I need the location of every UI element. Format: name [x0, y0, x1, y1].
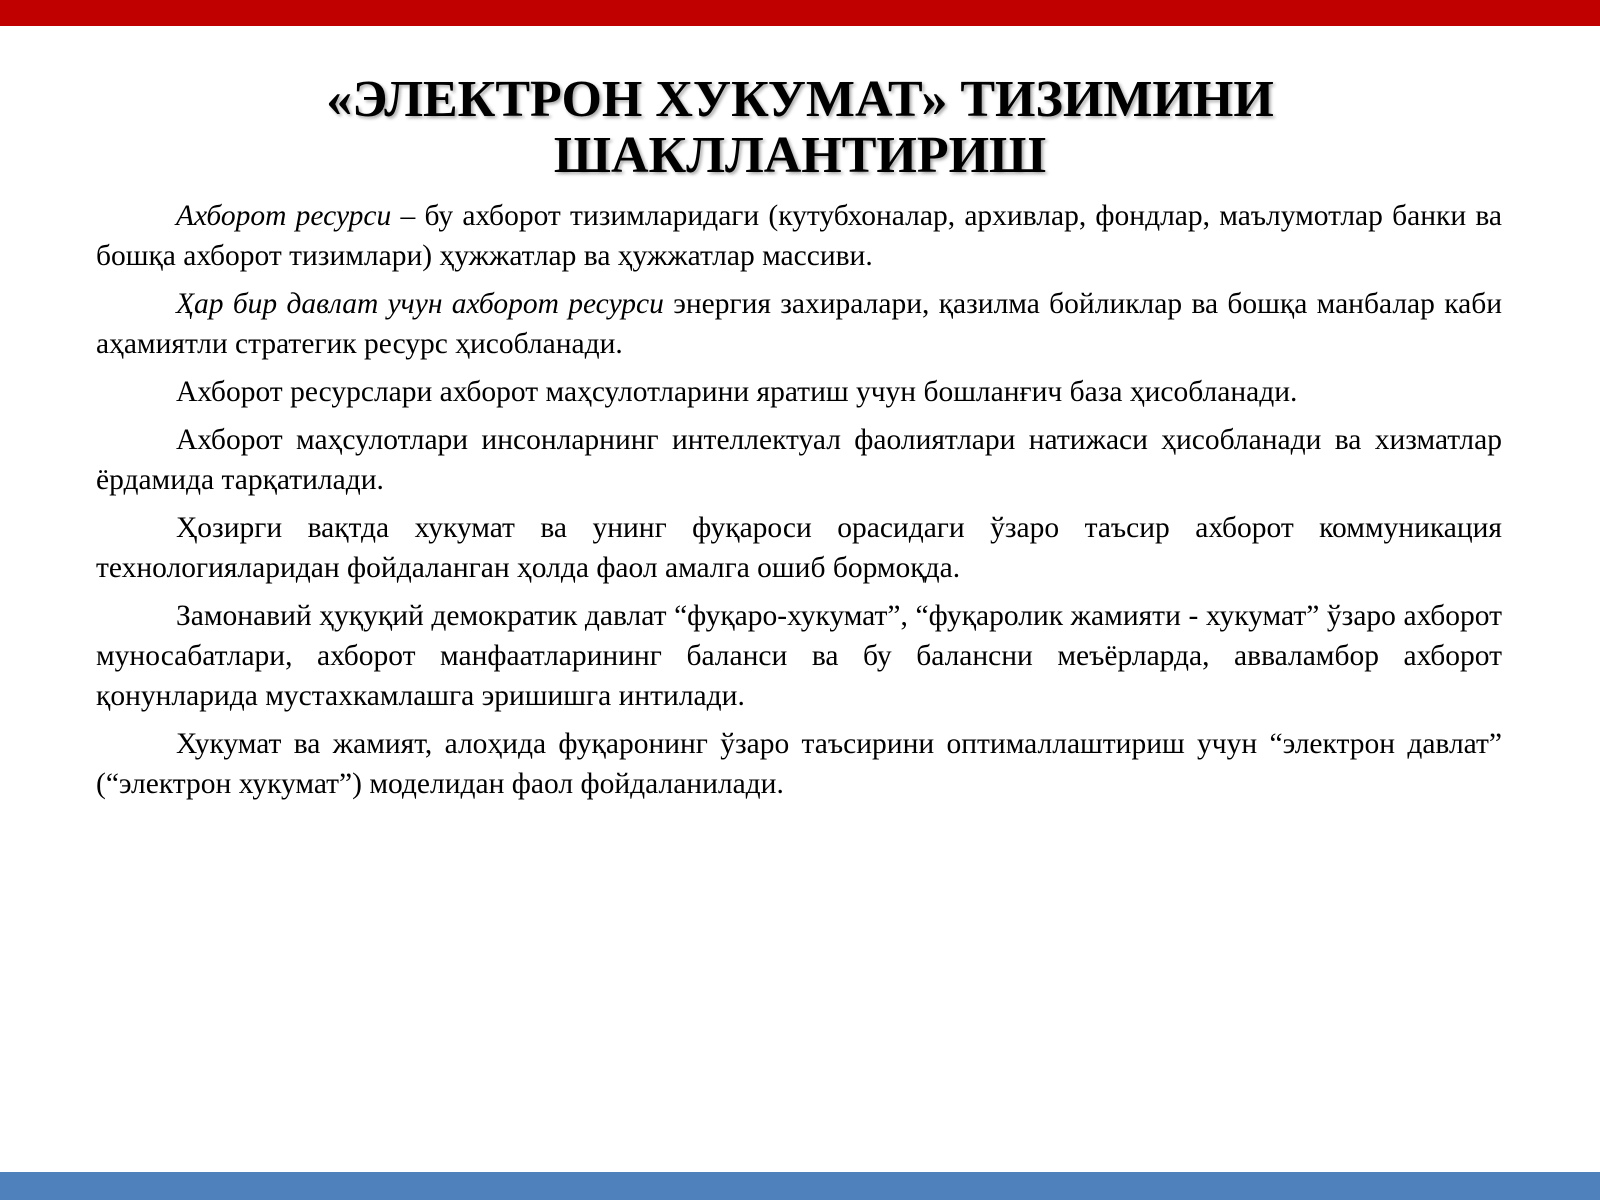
paragraph-7 — [96, 724, 1502, 804]
paragraph-5 — [96, 508, 1502, 588]
paragraph-2-emphasis: Ҳар бир давлат учун ахборот ресурси — [176, 288, 664, 320]
paragraph-4-text: Ахборот маҳсулотлари инсонларнинг интеллектуал фаолиятлари натижаси ҳисобланади ва хизматлар ёрдамида тарқатилади. — [96, 424, 1502, 496]
paragraph-1-emphasis: Ахборот ресурси — [176, 200, 392, 232]
paragraph-2-text: энергия захиралари, қазилма бойликлар ва бошқа манбалар каби аҳамиятли стратегик ресурс ҳисобланади. — [96, 288, 1502, 360]
paragraph-6 — [96, 596, 1502, 716]
paragraph-1-text: – бу ахборот тизимларидаги (кутубхоналар, архивлар, фондлар, маълумотлар банки ва бошқа ахборот тизимлари) ҳужжатлар ва ҳужжатлар массиви. — [96, 200, 1502, 272]
slide-title — [96, 72, 1504, 184]
slide-title-line-2: ШАКЛЛАНТИРИШ — [553, 127, 1047, 184]
slide-title-line-1: «ЭЛЕКТРОН ХУКУМАТ» ТИЗИМИНИ — [326, 71, 1274, 128]
paragraph-5-text: Ҳозирги вақтда хукумат ва унинг фуқароси орасидаги ўзаро таъсир ахборот коммуникация технологияларидан фойдаланган ҳолда фаол амалга ошиб бормоқда. — [96, 512, 1502, 584]
paragraph-7-text: Хукумат ва жамият, алоҳида фуқаронинг ўзаро таъсирини оптималлаштириш учун “электрон давлат” (“электрон хукумат”) моделидан фаол фойдаланилади. — [96, 728, 1502, 800]
paragraph-1 — [96, 196, 1502, 276]
paragraph-3 — [96, 372, 1502, 412]
bottom-accent-bar — [0, 1172, 1600, 1200]
paragraph-6-text: Замонавий ҳуқуқий демократик давлат “фуқаро-хукумат”, “фуқаролик жамияти - хукумат” ўзаро ахборот муносабатлари, ахборот манфаатларининг баланси ва бу балансни меъёрларда, авваламбор ахборот қонунларида мустахкамлашга эришишга интилади. — [96, 600, 1502, 712]
paragraph-2 — [96, 284, 1502, 364]
top-accent-bar — [0, 0, 1600, 26]
slide-body — [96, 196, 1502, 812]
paragraph-4 — [96, 420, 1502, 500]
paragraph-3-text: Ахборот ресурслари ахборот маҳсулотларини яратиш учун бошланғич база ҳисобланади. — [176, 376, 1298, 408]
